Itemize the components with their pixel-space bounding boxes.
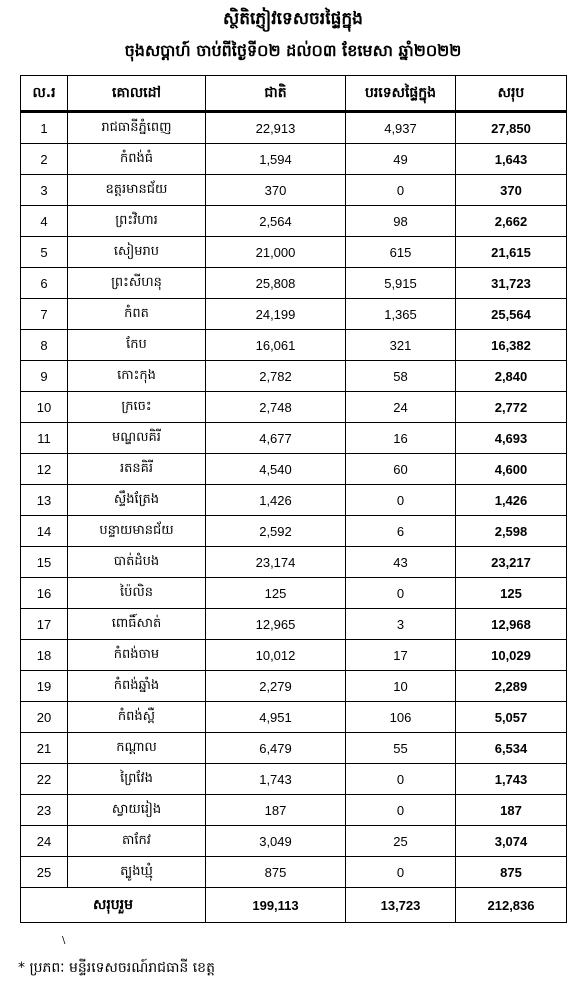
province-cell: រតនគិរី (68, 454, 206, 485)
grand-total-label: សរុបរួម (21, 888, 206, 923)
foreign-count-cell: 0 (346, 857, 456, 888)
row-number-cell: 19 (21, 671, 68, 702)
foreign-count-cell: 49 (346, 144, 456, 175)
table-row (21, 330, 567, 361)
table-body (21, 112, 567, 888)
table-row (21, 733, 567, 764)
table-row (21, 454, 567, 485)
row-number-cell: 24 (21, 826, 68, 857)
province-cell: កំពង់ស្ពឺ (68, 702, 206, 733)
national-count-cell: 2,592 (206, 516, 346, 547)
national-count-cell: 4,677 (206, 423, 346, 454)
total-count-cell: 2,289 (456, 671, 567, 702)
header-foreign: បរទេសផ្ទៃក្នុង (346, 76, 456, 112)
national-count-cell: 25,808 (206, 268, 346, 299)
table-row (21, 702, 567, 733)
national-count-cell: 2,279 (206, 671, 346, 702)
national-count-cell: 21,000 (206, 237, 346, 268)
total-count-cell: 10,029 (456, 640, 567, 671)
row-number-cell: 16 (21, 578, 68, 609)
table-row (21, 361, 567, 392)
row-number-cell: 5 (21, 237, 68, 268)
province-cell: ត្បូងឃ្មុំ (68, 857, 206, 888)
total-count-cell: 3,074 (456, 826, 567, 857)
visitor-statistics-table (20, 75, 567, 923)
row-number-cell: 10 (21, 392, 68, 423)
grand-total-foreign: 13,723 (346, 888, 456, 923)
foreign-count-cell: 0 (346, 795, 456, 826)
national-count-cell: 3,049 (206, 826, 346, 857)
table-row (21, 795, 567, 826)
foreign-count-cell: 321 (346, 330, 456, 361)
table-row (21, 640, 567, 671)
total-count-cell: 1,426 (456, 485, 567, 516)
table-row (21, 144, 567, 175)
province-cell: កំពង់ឆ្នាំង (68, 671, 206, 702)
province-cell: ប៉ៃលិន (68, 578, 206, 609)
table-row (21, 578, 567, 609)
national-count-cell: 2,564 (206, 206, 346, 237)
national-count-cell: 1,594 (206, 144, 346, 175)
province-cell: កំពង់ធំ (68, 144, 206, 175)
row-number-cell: 23 (21, 795, 68, 826)
table-row (21, 547, 567, 578)
national-count-cell: 24,199 (206, 299, 346, 330)
total-count-cell: 23,217 (456, 547, 567, 578)
province-cell: ស្វាយរៀង (68, 795, 206, 826)
grand-total-national: 199,113 (206, 888, 346, 923)
foreign-count-cell: 43 (346, 547, 456, 578)
foreign-count-cell: 24 (346, 392, 456, 423)
header-number: ល.រ (21, 76, 68, 112)
total-count-cell: 875 (456, 857, 567, 888)
national-count-cell: 875 (206, 857, 346, 888)
total-count-cell: 1,743 (456, 764, 567, 795)
province-cell: ពោធិ៍សាត់ (68, 609, 206, 640)
row-number-cell: 8 (21, 330, 68, 361)
row-number-cell: 14 (21, 516, 68, 547)
total-count-cell: 16,382 (456, 330, 567, 361)
foreign-count-cell: 10 (346, 671, 456, 702)
total-count-cell: 6,534 (456, 733, 567, 764)
row-number-cell: 15 (21, 547, 68, 578)
row-number-cell: 3 (21, 175, 68, 206)
table-row (21, 299, 567, 330)
foreign-count-cell: 17 (346, 640, 456, 671)
row-number-cell: 18 (21, 640, 68, 671)
province-cell: ព្រះវិហារ (68, 206, 206, 237)
national-count-cell: 2,782 (206, 361, 346, 392)
province-cell: កែប (68, 330, 206, 361)
national-count-cell: 2,748 (206, 392, 346, 423)
row-number-cell: 17 (21, 609, 68, 640)
province-cell: កំពង់ចាម (68, 640, 206, 671)
row-number-cell: 6 (21, 268, 68, 299)
province-cell: សៀមរាប (68, 237, 206, 268)
header-national: ជាតិ (206, 76, 346, 112)
foreign-count-cell: 0 (346, 485, 456, 516)
province-cell: បន្ទាយមានជ័យ (68, 516, 206, 547)
total-count-cell: 370 (456, 175, 567, 206)
pen-tick-mark: \ (62, 935, 66, 946)
table-row (21, 516, 567, 547)
foreign-count-cell: 6 (346, 516, 456, 547)
row-number-cell: 11 (21, 423, 68, 454)
row-number-cell: 2 (21, 144, 68, 175)
table-row (21, 609, 567, 640)
table-row (21, 112, 567, 144)
national-count-cell: 6,479 (206, 733, 346, 764)
table-row (21, 764, 567, 795)
national-count-cell: 22,913 (206, 112, 346, 144)
total-count-cell: 2,598 (456, 516, 567, 547)
report-subtitle: ចុងសប្តាហ៍ ចាប់ពីថ្ងៃទី០២ ដល់០៣ ខែមេសា ឆ្នាំ២០២២ (124, 41, 462, 60)
foreign-count-cell: 55 (346, 733, 456, 764)
row-number-cell: 7 (21, 299, 68, 330)
foreign-count-cell: 5,915 (346, 268, 456, 299)
province-cell: កណ្តាល (68, 733, 206, 764)
national-count-cell: 23,174 (206, 547, 346, 578)
table-row (21, 857, 567, 888)
grand-total-total: 212,836 (456, 888, 567, 923)
foreign-count-cell: 4,937 (346, 112, 456, 144)
row-number-cell: 22 (21, 764, 68, 795)
table-header-row (21, 76, 567, 112)
table-row (21, 423, 567, 454)
total-count-cell: 5,057 (456, 702, 567, 733)
row-number-cell: 25 (21, 857, 68, 888)
total-count-cell: 2,840 (456, 361, 567, 392)
national-count-cell: 125 (206, 578, 346, 609)
national-count-cell: 370 (206, 175, 346, 206)
national-count-cell: 10,012 (206, 640, 346, 671)
foreign-count-cell: 106 (346, 702, 456, 733)
row-number-cell: 12 (21, 454, 68, 485)
total-count-cell: 4,693 (456, 423, 567, 454)
total-count-cell: 187 (456, 795, 567, 826)
national-count-cell: 16,061 (206, 330, 346, 361)
total-count-cell: 27,850 (456, 112, 567, 144)
total-count-cell: 2,662 (456, 206, 567, 237)
province-cell: រាជធានីភ្នំពេញ (68, 112, 206, 144)
row-number-cell: 4 (21, 206, 68, 237)
total-count-cell: 25,564 (456, 299, 567, 330)
foreign-count-cell: 0 (346, 175, 456, 206)
row-number-cell: 21 (21, 733, 68, 764)
table-row (21, 175, 567, 206)
row-number-cell: 13 (21, 485, 68, 516)
province-cell: បាត់ដំបង (68, 547, 206, 578)
foreign-count-cell: 58 (346, 361, 456, 392)
national-count-cell: 4,540 (206, 454, 346, 485)
foreign-count-cell: 0 (346, 578, 456, 609)
table-row (21, 237, 567, 268)
source-footnote: * ប្រភពៈ មន្ទីរទេសចរណ៍រាជធានី ខេត្ត (18, 960, 215, 976)
grand-total-row (21, 888, 567, 923)
province-cell: ស្ទឹងត្រែង (68, 485, 206, 516)
foreign-count-cell: 1,365 (346, 299, 456, 330)
table-row (21, 671, 567, 702)
total-count-cell: 1,643 (456, 144, 567, 175)
report-title: ស្ថិតិភ្ញៀវទេសចរផ្ទៃក្នុង (223, 9, 363, 29)
province-cell: ព្រះសីហនុ (68, 268, 206, 299)
total-count-cell: 125 (456, 578, 567, 609)
national-count-cell: 12,965 (206, 609, 346, 640)
foreign-count-cell: 615 (346, 237, 456, 268)
national-count-cell: 1,743 (206, 764, 346, 795)
row-number-cell: 20 (21, 702, 68, 733)
foreign-count-cell: 3 (346, 609, 456, 640)
province-cell: ព្រៃវែង (68, 764, 206, 795)
province-cell: កោះកុង (68, 361, 206, 392)
province-cell: កំពត (68, 299, 206, 330)
total-count-cell: 31,723 (456, 268, 567, 299)
header-total: សរុប (456, 76, 567, 112)
national-count-cell: 4,951 (206, 702, 346, 733)
province-cell: មណ្ឌលគិរី (68, 423, 206, 454)
foreign-count-cell: 16 (346, 423, 456, 454)
foreign-count-cell: 98 (346, 206, 456, 237)
province-cell: ឧត្តរមានជ័យ (68, 175, 206, 206)
row-number-cell: 1 (21, 112, 68, 144)
foreign-count-cell: 25 (346, 826, 456, 857)
table-row (21, 392, 567, 423)
total-count-cell: 2,772 (456, 392, 567, 423)
table-row (21, 826, 567, 857)
header-destination: គោលដៅ (68, 76, 206, 112)
national-count-cell: 1,426 (206, 485, 346, 516)
national-count-cell: 187 (206, 795, 346, 826)
foreign-count-cell: 60 (346, 454, 456, 485)
total-count-cell: 21,615 (456, 237, 567, 268)
total-count-cell: 4,600 (456, 454, 567, 485)
table-row (21, 206, 567, 237)
province-cell: ក្រចេះ (68, 392, 206, 423)
province-cell: តាកែវ (68, 826, 206, 857)
foreign-count-cell: 0 (346, 764, 456, 795)
table-row (21, 485, 567, 516)
table-row (21, 268, 567, 299)
total-count-cell: 12,968 (456, 609, 567, 640)
row-number-cell: 9 (21, 361, 68, 392)
